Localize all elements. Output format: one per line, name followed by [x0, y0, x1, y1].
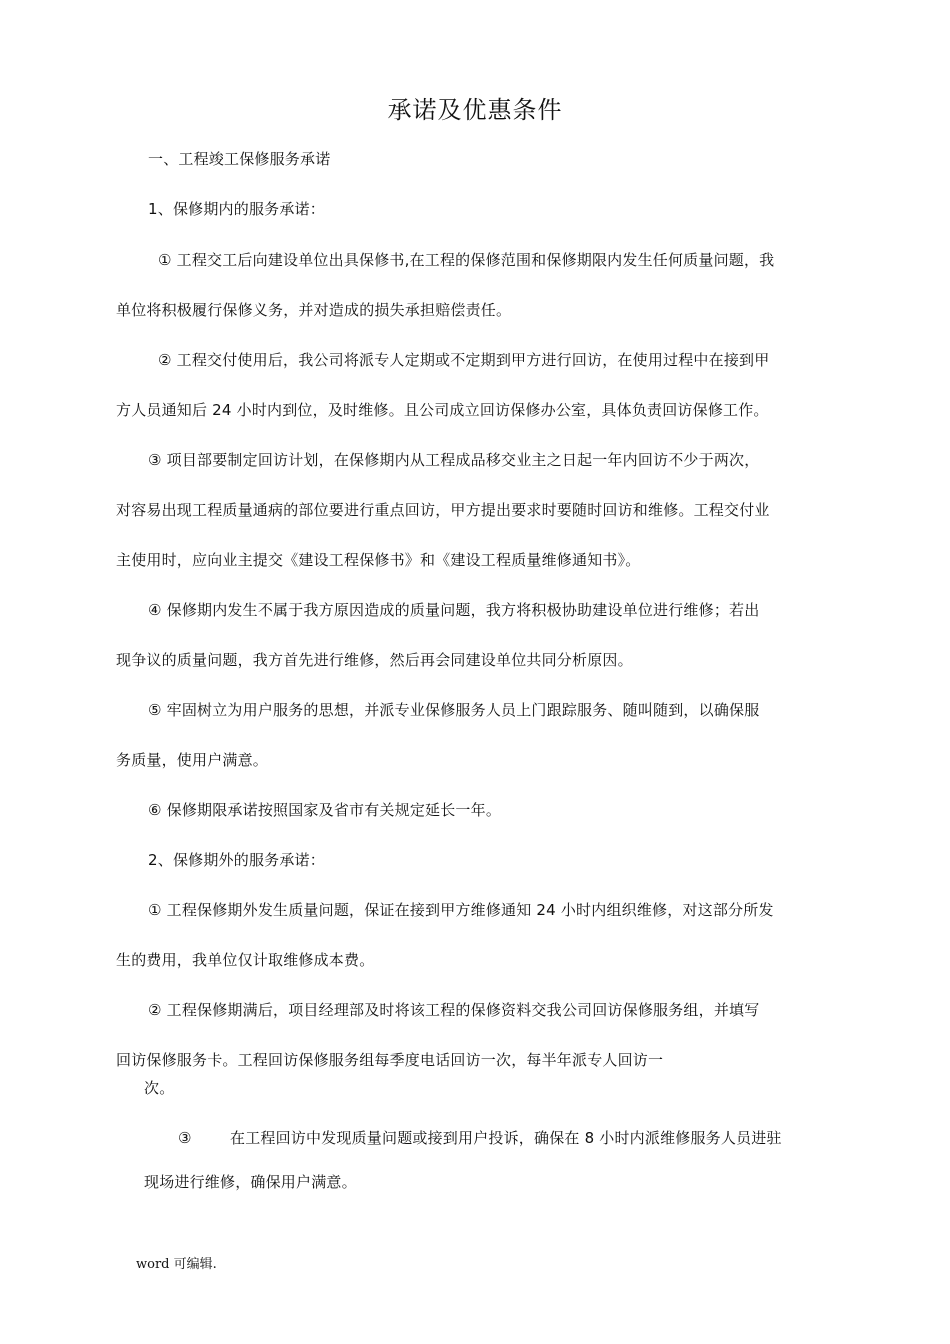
paragraph-line: 务质量，使用户满意。 — [116, 751, 269, 769]
paragraph-line: ④ 保修期内发生不属于我方原因造成的质量问题，我方将积极协助建设单位进行维修；若出 — [148, 601, 760, 619]
page-footer: word 可编辑. — [136, 1257, 217, 1272]
paragraph-line: ① 工程交工后向建设单位出具保修书,在工程的保修范围和保修期限内发生任何质量问题，我 — [158, 251, 775, 269]
paragraph-line: 单位将积极履行保修义务，并对造成的损失承担赔偿责任。 — [116, 301, 512, 319]
paragraph-line: 现争议的质量问题，我方首先进行维修，然后再会同建设单位共同分析原因。 — [116, 651, 633, 669]
list-marker: ③ — [178, 1129, 192, 1147]
paragraph-line: 在工程回访中发现质量问题或接到用户投诉，确保在 8 小时内派维修服务人员进驻 — [230, 1129, 782, 1147]
paragraph-line: ⑥ 保修期限承诺按照国家及省市有关规定延长一年。 — [148, 801, 502, 819]
paragraph-line: 现场进行维修，确保用户满意。 — [144, 1173, 357, 1191]
paragraph-line: ② 工程交付使用后，我公司将派专人定期或不定期到甲方进行回访，在使用过程中在接到甲 — [158, 351, 770, 369]
paragraph-line: ① 工程保修期外发生质量问题，保证在接到甲方维修通知 24 小时内组织维修，对这部分所发 — [148, 901, 774, 919]
paragraph-line: 生的费用，我单位仅计取维修成本费。 — [116, 951, 375, 969]
part-heading: 2、保修期外的服务承诺： — [148, 851, 325, 869]
section-heading: 一、工程竣工保修服务承诺 — [148, 150, 331, 168]
paragraph-line: 回访保修服务卡。工程回访保修服务组每季度电话回访一次，每半年派专人回访一 — [116, 1051, 664, 1069]
paragraph-line: ③ 项目部要制定回访计划，在保修期内从工程成品移交业主之日起一年内回访不少于两次， — [148, 451, 760, 469]
paragraph-line: 次。 — [144, 1079, 175, 1097]
paragraph-line: 对容易出现工程质量通病的部位要进行重点回访，甲方提出要求时要随时回访和维修。工程交付业 — [116, 501, 770, 519]
part-heading: 1、保修期内的服务承诺： — [148, 200, 325, 218]
paragraph-line: 主使用时，应向业主提交《建设工程保修书》和《建设工程质量维修通知书》。 — [116, 551, 641, 569]
paragraph-line: ② 工程保修期满后，项目经理部及时将该工程的保修资料交我公司回访保修服务组，并填写 — [148, 1001, 760, 1019]
paragraph-line: ⑤ 牢固树立为用户服务的思想，并派专业保修服务人员上门跟踪服务、随叫随到，以确保服 — [148, 701, 760, 719]
document-title: 承诺及优惠条件 — [387, 96, 563, 124]
paragraph-line: 方人员通知后 24 小时内到位，及时维修。且公司成立回访保修办公室，具体负责回访保修工作。 — [116, 401, 769, 419]
